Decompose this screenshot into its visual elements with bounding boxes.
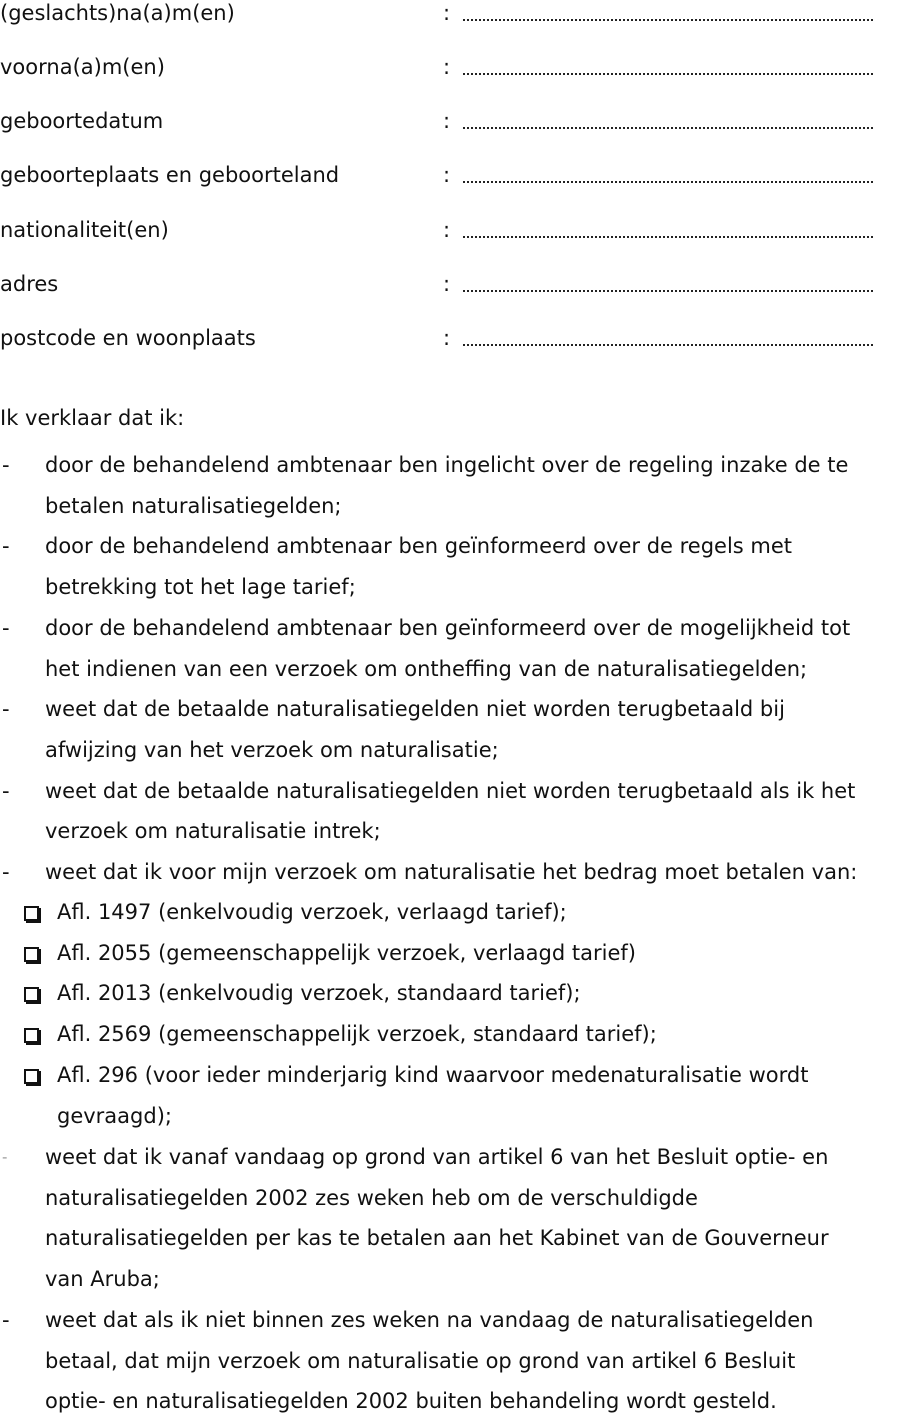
field-row-nationality	[0, 215, 918, 245]
bullet-dash: -	[2, 778, 10, 803]
fee-options-list	[0, 892, 918, 1136]
postcode-city-field[interactable]	[463, 323, 873, 353]
closing-declaration-list	[0, 1137, 918, 1422]
fee-option-label: Afl. 2569 (gemeenschappelijk verzoek, standaard tarief);	[57, 1022, 657, 1047]
statement-line: verzoek om naturalisatie intrek;	[45, 819, 381, 844]
field-label: (geslachts)na(a)m(en)	[0, 1, 235, 25]
fee-option	[0, 973, 918, 1014]
fee-checkbox[interactable]	[24, 947, 39, 962]
bullet-dash: -	[2, 1148, 8, 1166]
field-row-surname	[0, 0, 918, 28]
statement-line: weet dat ik vanaf vandaag op grond van artikel 6 van het Besluit optie- en	[45, 1145, 829, 1169]
fee-option-label: Afl. 296 (voor ieder minderjarig kind waarvoor medenaturalisatie wordt	[57, 1062, 809, 1087]
field-row-address	[0, 269, 918, 299]
field-label: postcode en woonplaats	[0, 326, 256, 350]
fee-option-label: Afl. 2055 (gemeenschappelijk verzoek, verlaagd tarief)	[57, 940, 636, 965]
declaration-item	[0, 608, 918, 689]
statement-line: door de behandelend ambtenaar ben geïnformeerd over de mogelijkheid tot	[45, 615, 851, 640]
declaration-intro: Ik verklaar dat ik:	[0, 406, 185, 430]
bullet-dash: -	[2, 1307, 10, 1332]
fee-option	[0, 933, 918, 974]
nationality-field[interactable]	[463, 215, 873, 245]
field-label: geboortedatum	[0, 109, 164, 133]
field-row-birth-date	[0, 106, 918, 136]
fee-checkbox[interactable]	[24, 1069, 39, 1084]
statement-line: betalen naturalisatiegelden;	[45, 493, 342, 518]
field-colon: :	[443, 1, 451, 25]
bullet-dash: -	[2, 860, 10, 885]
field-label: nationaliteit(en)	[0, 218, 169, 242]
statement-line: naturalisatiegelden per kas te betalen aan het Kabinet van de Gouverneur	[45, 1226, 829, 1251]
statement-line: het indienen van een verzoek om ontheffing van de naturalisatiegelden;	[45, 656, 808, 681]
fee-option	[0, 892, 918, 933]
declaration-item	[0, 689, 918, 770]
address-field[interactable]	[463, 269, 873, 299]
field-label: adres	[0, 272, 59, 296]
field-row-postcode-city	[0, 323, 918, 353]
statement-line: afwijzing van het verzoek om naturalisatie;	[45, 737, 499, 762]
statement-line: weet dat de betaalde naturalisatiegelden niet worden terugbetaald als ik het	[45, 778, 856, 803]
statement-line: betrekking tot het lage tarief;	[45, 575, 356, 600]
fee-checkbox[interactable]	[24, 906, 39, 921]
field-colon: :	[443, 55, 451, 79]
given-names-field[interactable]	[463, 52, 873, 82]
declaration-item	[0, 852, 918, 893]
fee-option-label: Afl. 1497 (enkelvoudig verzoek, verlaagd tarief);	[57, 900, 567, 924]
bullet-dash: -	[2, 697, 10, 722]
declaration-list	[0, 445, 918, 893]
statement-line: naturalisatiegelden 2002 zes weken heb om de verschuldigde	[45, 1185, 698, 1210]
statement-line: weet dat als ik niet binnen zes weken na vandaag de naturalisatiegelden	[45, 1307, 814, 1332]
bullet-dash: -	[2, 615, 10, 640]
field-colon: :	[443, 218, 451, 242]
declaration-item	[0, 1137, 918, 1300]
statement-line: betaal, dat mijn verzoek om naturalisatie op grond van artikel 6 Besluit	[45, 1348, 796, 1373]
field-row-birth-place	[0, 160, 918, 190]
statement-line: door de behandelend ambtenaar ben ingelicht over de regeling inzake de te	[45, 453, 849, 477]
fee-checkbox[interactable]	[24, 1028, 39, 1043]
statement-line: door de behandelend ambtenaar ben geïnformeerd over de regels met	[45, 534, 793, 559]
field-label: voorna(a)m(en)	[0, 55, 165, 79]
fee-option	[0, 1055, 918, 1136]
declaration-item	[0, 771, 918, 852]
field-colon: :	[443, 163, 451, 187]
field-colon: :	[443, 272, 451, 296]
statement-line: optie- en naturalisatiegelden 2002 buiten behandeling wordt gesteld.	[45, 1389, 777, 1414]
surname-field[interactable]	[463, 0, 873, 28]
bullet-dash: -	[2, 534, 10, 559]
birth-place-field[interactable]	[463, 160, 873, 190]
field-colon: :	[443, 326, 451, 350]
fee-option-label: Afl. 2013 (enkelvoudig verzoek, standaard tarief);	[57, 981, 581, 1006]
field-row-given-names	[0, 52, 918, 82]
declaration-item	[0, 1300, 918, 1422]
statement-line: weet dat de betaalde naturalisatiegelden niet worden terugbetaald bij	[45, 697, 785, 722]
declaration-item	[0, 526, 918, 607]
field-colon: :	[443, 109, 451, 133]
declaration-item	[0, 445, 918, 526]
fee-checkbox[interactable]	[24, 987, 39, 1002]
birth-date-field[interactable]	[463, 106, 873, 136]
fee-option	[0, 1014, 918, 1055]
field-label: geboorteplaats en geboorteland	[0, 163, 340, 187]
statement-line: van Aruba;	[45, 1267, 160, 1292]
bullet-dash: -	[2, 453, 10, 477]
statement-line: weet dat ik voor mijn verzoek om naturalisatie het bedrag moet betalen van:	[45, 860, 858, 885]
fee-option-label: gevraagd);	[57, 1103, 172, 1128]
